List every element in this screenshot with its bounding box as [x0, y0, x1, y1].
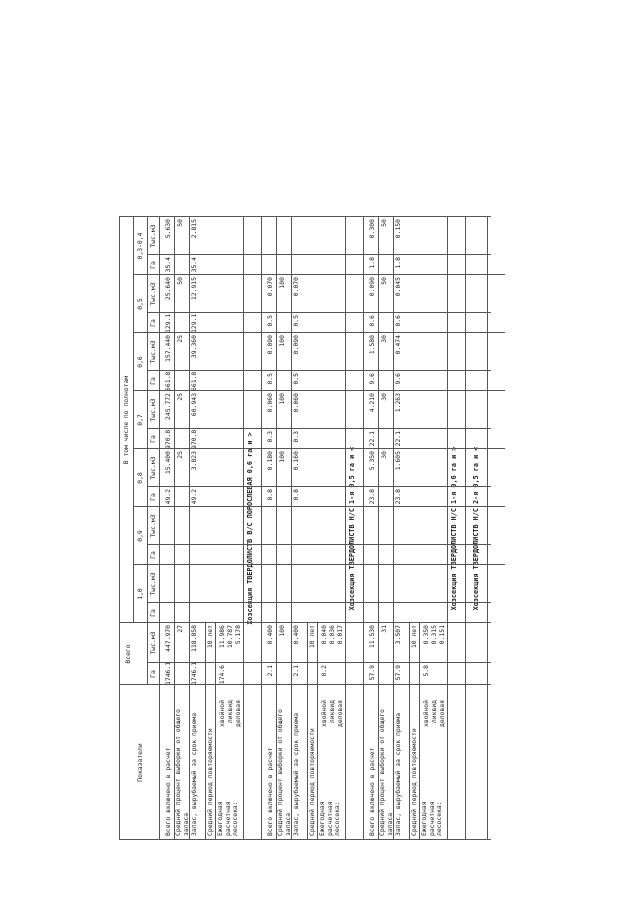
col5-r1-ha: 129.1 [164, 313, 172, 333]
col-sep-total [119, 684, 491, 685]
row-rule [276, 217, 277, 840]
total-r3-ha: 2.1 [292, 665, 300, 677]
row-label-period: Средний период повторяемости [410, 728, 418, 836]
header-density-unit-m3: Тыс.м3 [149, 572, 157, 596]
table-left-edge [119, 839, 491, 840]
header-density-0: 1,0 [136, 588, 144, 600]
col3-r2-pct: 100 [278, 393, 286, 405]
header-total-unit-ha: Га [149, 670, 157, 678]
header-density-unit-ha: Га [149, 493, 157, 501]
row-label-business: деловая [336, 700, 344, 727]
col5-r2-pct: 50 [380, 277, 388, 285]
col4-r1-ha: 9.6 [368, 373, 376, 385]
col4-r1-m3: 157.440 [164, 335, 172, 362]
col2-r1-m3: 15.400 [164, 451, 172, 475]
total-r5-ha: 174.6 [218, 665, 226, 685]
section-title-0: Хозсекция ТВЕРДОЛИСТВ В/С ПОРОСЛЕВАЯ 0,6 га и > [246, 432, 254, 625]
row-rule [378, 217, 379, 840]
row-label-volume: Запас, вырубаемый за срок приема [292, 712, 300, 836]
col4-r3-m3: 0.474 [394, 335, 402, 355]
rotated-table-sheet [119, 90, 629, 840]
col4-r1-ha: 0.5 [266, 373, 274, 385]
col4-r3-ha: 661.8 [190, 371, 198, 391]
forest-cut-table [119, 90, 629, 840]
col6-r1-m3: 0.300 [368, 219, 376, 239]
col-sep-total-m3 [147, 662, 491, 663]
section-title-rule [487, 217, 488, 840]
col5-r1-ha: 0.6 [368, 315, 376, 327]
total-r5-business: 0.017 [336, 625, 344, 645]
row-label-total-included: Всего включено в расчет [266, 747, 274, 836]
total-r3-m3: 3.507 [394, 625, 402, 645]
total-r4-period: 10 лет [308, 625, 316, 649]
total-r5-business: 5.178 [234, 625, 242, 645]
col2-r1-m3: 5.350 [368, 451, 376, 471]
col2-r2-pct: 100 [278, 451, 286, 463]
section-title-1: Хозсекция ТВЕРДОЛИСТВ Н/С 1-я 0,5 га и < [348, 446, 356, 611]
header-total-unit-m3: Тыс.м3 [149, 631, 157, 655]
col3-r2-pct: 30 [380, 393, 388, 401]
header-density-unit-m3: Тыс.м3 [149, 514, 157, 538]
col-sep-density-m3 [147, 486, 491, 487]
col6-r3-ha: 35.4 [190, 257, 198, 273]
row-label-business: деловая [234, 700, 242, 727]
col3-r3-m3: 60.943 [190, 393, 198, 417]
col5-r3-m3: 0.045 [394, 277, 402, 297]
col6-r3-m3: 0.150 [394, 219, 402, 239]
col-sep-density [133, 332, 505, 333]
total-r5-liquid: 0.315 [430, 625, 438, 645]
col-sep-density-m3 [147, 254, 491, 255]
row-label-period: Средний период повторяемости [308, 728, 316, 836]
col4-r2-pct: 30 [380, 335, 388, 343]
col4-r1-ha: 661.8 [164, 371, 172, 391]
total-r1-m3: 447.970 [164, 625, 172, 652]
col6-r1-ha: 1.8 [368, 257, 376, 269]
row-label-business: деловая [438, 700, 446, 727]
header-density-unit-m3: Тыс.м3 [149, 282, 157, 306]
col3-r1-m3: 245.772 [164, 393, 172, 420]
row-label-volume: Запас, вырубаемый за срок приема [190, 712, 198, 836]
total-r2-pct: 27 [176, 625, 184, 633]
col5-r2-pct: 100 [278, 277, 286, 289]
table-right-edge [119, 216, 491, 217]
col2-r3-ha: 49.2 [190, 489, 198, 505]
col4-r1-m3: 1.580 [368, 335, 376, 355]
row-label-liquid: ликвид [328, 700, 336, 724]
col5-r1-ha: 0.5 [266, 315, 274, 327]
row-rule [409, 623, 410, 840]
total-r5-m3: 0.040 [320, 625, 328, 645]
col2-r2-pct: 30 [380, 451, 388, 459]
total-r3-ha: 1746.1 [190, 661, 198, 685]
col6-r1-m3: 5.630 [164, 219, 172, 239]
total-r5-ha: 5.8 [422, 665, 430, 677]
row-label-annual: Ежегодная расчетная лесосека: [318, 801, 341, 836]
col-sep-density-m3 [147, 312, 491, 313]
col6-r2-pct: 50 [380, 219, 388, 227]
col3-r1-ha: 22.1 [368, 431, 376, 447]
col2-r3-m3: 1.605 [394, 451, 402, 471]
col3-r3-m3: 0.060 [292, 393, 300, 413]
header-density-unit-ha: Га [149, 261, 157, 269]
row-label-annual: Ежегодная расчетная лесосека: [420, 801, 443, 836]
block-bottom-rule [243, 217, 244, 840]
col2-r1-m3: 0.180 [266, 451, 274, 471]
row-rule [393, 217, 394, 840]
header-by-density: В том числе по полнотам [122, 375, 130, 465]
header-density-3: 0,7 [136, 414, 144, 426]
row-label-volume: Запас, вырубаемый за срок приема [394, 712, 402, 836]
col6-r3-ha: 1.8 [394, 257, 402, 269]
col-sep-density-m3 [147, 370, 491, 371]
header-indicators: Показатели [136, 743, 144, 782]
row-rule [189, 217, 190, 840]
row-rule [174, 217, 175, 840]
col3-r3-ha: 0.3 [292, 431, 300, 443]
row-label-avg-percent: Средний процент выборки от общего запаса [276, 709, 292, 836]
header-density-unit-ha: Га [149, 609, 157, 617]
header-density-unit-ha: Га [149, 551, 157, 559]
col-sep-density [133, 448, 505, 449]
col5-r3-m3: 0.070 [292, 277, 300, 297]
col3-r1-ha: 0.3 [266, 431, 274, 443]
col3-r3-m3: 1.263 [394, 393, 402, 413]
col6-r1-ha: 35.4 [164, 257, 172, 273]
col6-r3-m3: 2.815 [190, 219, 198, 239]
total-r3-m3: 118.858 [190, 625, 198, 652]
header-density-unit-ha: Га [149, 319, 157, 327]
header-group-rule [133, 217, 134, 623]
row-label-annual: Ежегодная расчетная лесосека: [216, 801, 239, 836]
col4-r3-ha: 0.5 [292, 373, 300, 385]
col3-r1-m3: 0.060 [266, 393, 274, 413]
col2-r3-m3: 3.823 [190, 451, 198, 471]
col4-r3-ha: 9.6 [394, 373, 402, 385]
header-total: Всего [124, 644, 132, 664]
row-label-total-included: Всего включено в расчет [368, 747, 376, 836]
col2-r3-m3: 0.160 [292, 451, 300, 471]
header-density-2: 0,8 [136, 472, 144, 484]
block-bottom-rule [345, 217, 346, 840]
col4-r2-pct: 100 [278, 335, 286, 347]
col4-r1-m3: 0.090 [266, 335, 274, 355]
total-r1-m3: 0.400 [266, 625, 274, 645]
header-density-unit-m3: Тыс.м3 [149, 224, 157, 248]
total-r3-m3: 0.400 [292, 625, 300, 645]
total-r1-m3: 11.530 [368, 625, 376, 649]
section-title-rule [363, 217, 364, 840]
col5-r1-m3: 25.640 [164, 277, 172, 301]
row-label-avg-percent: Средний процент выборки от общего запаса [378, 709, 394, 836]
col-sep-density-m3 [147, 428, 491, 429]
row-label-avg-percent: Средний процент выборки от общего запаса [174, 709, 190, 836]
col2-r3-ha: 23.8 [394, 489, 402, 505]
col-sep-density [133, 390, 505, 391]
total-r5-liquid: 10.787 [226, 625, 234, 649]
row-label-conifer: хвойной [218, 700, 226, 727]
section-title-3: Хозсекция ТВЕРДОЛИСТВ Н/С 2-я 0,5 га и < [472, 446, 480, 611]
total-r2-pct: 31 [380, 625, 388, 633]
col2-r1-ha: 0.8 [266, 489, 274, 501]
block-bottom-rule [447, 217, 448, 840]
total-r3-ha: 57.9 [394, 665, 402, 681]
col5-r3-m3: 12.915 [190, 277, 198, 301]
col2-r1-ha: 49.2 [164, 489, 172, 505]
header-density-5: 0,5 [136, 298, 144, 310]
total-r5-liquid: 0.036 [328, 625, 336, 645]
header-density-unit-m3: Тыс.м3 [149, 456, 157, 480]
section-title-rule [465, 217, 466, 840]
section-title-rule [261, 217, 262, 840]
total-r4-period: 10 лет [410, 625, 418, 649]
row-rule [291, 217, 292, 840]
row-label-liquid: ликвид [226, 700, 234, 724]
header-density-unit-ha: Га [149, 435, 157, 443]
total-r1-ha: 2.1 [266, 665, 274, 677]
col5-r1-m3: 0.090 [368, 277, 376, 297]
header-density-unit-m3: Тыс.м3 [149, 340, 157, 364]
header-density-4: 0,6 [136, 356, 144, 368]
col2-r3-ha: 0.8 [292, 489, 300, 501]
col-sep-density-m3 [147, 602, 491, 603]
row-label-total-included: Всего включено в расчет [164, 747, 172, 836]
col-sep-density [133, 506, 505, 507]
col-sep-density [133, 564, 505, 565]
row-rule [317, 623, 318, 840]
header-density-1: 0,9 [136, 530, 144, 542]
header-bottom-rule [159, 217, 160, 840]
row-rule [307, 623, 308, 840]
row-label-period: Средний период повторяемости [206, 728, 214, 836]
col4-r3-m3: 0.090 [292, 335, 300, 355]
row-label-liquid: ликвид [430, 700, 438, 724]
total-r5-m3: 11.986 [218, 625, 226, 649]
header-unit-rule [147, 217, 148, 685]
col5-r2-pct: 50 [176, 277, 184, 285]
header-top-rule [119, 217, 120, 840]
row-rule [419, 623, 420, 840]
col6-r2-pct: 50 [176, 219, 184, 227]
row-label-conifer: хвойной [320, 700, 328, 727]
col-sep-density [133, 274, 505, 275]
col5-r3-ha: 0.6 [394, 315, 402, 327]
header-density-unit-m3: Тыс.м3 [149, 398, 157, 422]
col3-r1-ha: 970.8 [164, 429, 172, 449]
col3-r3-ha: 970.8 [190, 429, 198, 449]
total-r1-ha: 57.9 [368, 665, 376, 681]
header-density-unit-ha: Га [149, 377, 157, 385]
col3-r1-m3: 4.210 [368, 393, 376, 413]
col2-r2-pct: 25 [176, 451, 184, 459]
row-rule [205, 623, 206, 840]
total-r4-period: 10 лет [206, 625, 214, 649]
total-r1-ha: 1746.1 [164, 661, 172, 685]
col4-r3-m3: 39.360 [190, 335, 198, 359]
row-rule [215, 623, 216, 840]
col4-r2-pct: 25 [176, 335, 184, 343]
col5-r1-m3: 0.070 [266, 277, 274, 297]
total-r2-pct: 100 [278, 625, 286, 637]
total-r5-ha: 0.2 [320, 665, 328, 677]
col5-r3-ha: 0.5 [292, 315, 300, 327]
header-density-6: 0,3-0,4 [136, 232, 144, 260]
total-r5-business: 0.151 [438, 625, 446, 645]
col5-r3-ha: 129.1 [190, 313, 198, 333]
col3-r3-ha: 22.1 [394, 431, 402, 447]
col-sep-density [119, 622, 491, 623]
col3-r2-pct: 25 [176, 393, 184, 401]
col2-r1-ha: 23.8 [368, 489, 376, 505]
col-sep-density-m3 [147, 544, 491, 545]
section-title-2: Хозсекция ТВЕРДОЛИСТВ Н/С 1-я 0,6 га и > [450, 446, 458, 611]
total-r5-m3: 0.350 [422, 625, 430, 645]
row-label-conifer: хвойной [422, 700, 430, 727]
